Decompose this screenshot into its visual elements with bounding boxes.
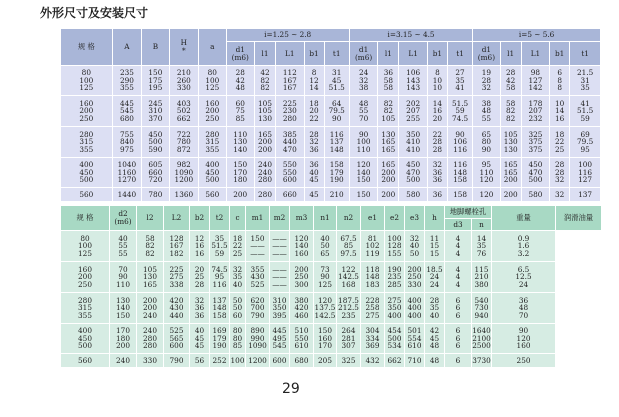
table-cell: 36 40 45: [304, 158, 324, 188]
table-cell: 8 10 10: [427, 66, 447, 96]
table-cell: 380 420 460: [290, 293, 314, 324]
table-cell: 115 210 380: [472, 262, 492, 293]
table-cell: 6.5 12.5 24: [492, 262, 556, 293]
table-cell: 600: [270, 354, 290, 368]
table-cell: 6 8 8: [550, 66, 570, 96]
table-cell: 580: [399, 188, 427, 202]
table-cell: 35 51.5 59: [210, 231, 230, 262]
table-cell: 40 55 55: [110, 231, 137, 262]
table-row: [61, 231, 602, 262]
table-cell: 890 990 1090: [246, 324, 270, 354]
table-cell: 385 440 470: [276, 127, 304, 158]
table-cell: 50 50 60: [230, 293, 246, 324]
table-cell: 90 120 160: [492, 324, 556, 354]
table-cell: 128 167 182: [164, 231, 190, 262]
table-cell: 48 55 70: [349, 96, 377, 127]
table-cell: 170 180 200: [110, 324, 137, 354]
table-cell: 1200: [246, 354, 270, 368]
table-cell: 82 82 105: [378, 96, 399, 127]
table-cell: 4 4 4: [445, 231, 472, 262]
t1-header-h: H *: [169, 29, 199, 66]
table-cell: 36: [427, 188, 447, 202]
table-cell: 280 315 355: [199, 127, 226, 158]
t1-subheader: d1 (m6): [349, 42, 377, 66]
table-cell: 660: [276, 188, 304, 202]
table-cell: 160 200 250: [61, 96, 113, 127]
table-cell: 280 315 355: [61, 127, 113, 158]
table-row: [61, 324, 602, 354]
table-cell: 112 167 167: [276, 66, 304, 96]
table-cell: 14 16 20: [427, 96, 447, 127]
table-cell: 710: [405, 354, 425, 368]
table-cell: 80 100 125: [61, 231, 110, 262]
table-cell: 40 50 65: [314, 231, 337, 262]
table-cell: 228 258 275: [361, 293, 385, 324]
table-cell: 24 32 38: [349, 66, 377, 96]
table-cell: 8 12 14: [304, 66, 324, 96]
table-cell: 3730: [472, 354, 492, 368]
t2-header-n2: n2: [337, 206, 361, 231]
table-cell: 58 82 82: [500, 96, 521, 127]
table-cell: 210 260 330: [169, 66, 199, 96]
table-cell: 445 495 545: [270, 324, 290, 354]
t1-subheader: d1 (m6): [473, 42, 500, 66]
table-cell: 225 275 338: [164, 262, 190, 293]
table-cell: 400 450 500: [61, 158, 113, 188]
table-cell: 56: [190, 354, 210, 368]
table-cell: 982 1090 1200: [169, 158, 199, 188]
table-cell: 69 79.5 95: [570, 127, 601, 158]
table-cell: 722 780 872: [169, 127, 199, 158]
table-cell: 19 28 32: [473, 66, 500, 96]
table-cell: 116 137 148: [324, 127, 349, 158]
t1-subheader: L1: [521, 42, 549, 66]
t2-header-m2: m2: [270, 206, 290, 231]
table-cell: 205: [314, 354, 337, 368]
table-cell: 73 90 125: [314, 262, 337, 293]
table-cell: 21.5 31 35: [570, 66, 601, 96]
table-cell: 150: [349, 188, 377, 202]
table-cell: 501 554 610: [405, 324, 425, 354]
table-cell: 130 165 165: [378, 127, 399, 158]
table-cell: 200: [226, 188, 254, 202]
table-row: [61, 158, 601, 188]
table-cell: 200: [378, 188, 399, 202]
t2-header-d2: d2 (m6): [110, 206, 137, 231]
table-cell: 28 42 48: [226, 66, 254, 96]
table-cell: 304 334 369: [361, 324, 385, 354]
table-cell: 150 160 170: [314, 324, 337, 354]
table-cell: 540 730 940: [472, 293, 492, 324]
table-cell: 400 450 500: [61, 324, 110, 354]
table-cell: 45: [304, 188, 324, 202]
table-cell: 190 235 285: [385, 262, 405, 293]
table-cell: 36 48 70: [492, 293, 556, 324]
table-cell: 64 79.5 90: [324, 96, 349, 127]
table-cell: 28 28 32: [550, 158, 570, 188]
table-cell: 67.5 85 97.5: [337, 231, 361, 262]
table-cell: 14 35 76: [472, 231, 492, 262]
table-cell: 105 105 130: [254, 96, 275, 127]
table-cell: 225 230 280: [276, 96, 304, 127]
table-cell: 165 200 200: [254, 127, 275, 158]
t2-header-spec: 规 格: [61, 206, 110, 231]
table-cell: 65 80 90: [473, 127, 500, 158]
t1-header-a-upper: A: [112, 29, 142, 66]
t2-header-e1: e1: [361, 206, 385, 231]
table-cell: 403 502 662: [169, 96, 199, 127]
table-cell: 245 310 370: [142, 96, 169, 127]
table-cell: 620 700 790: [246, 293, 270, 324]
table-cell: 325: [337, 354, 361, 368]
table-cell: 165 165 200: [500, 158, 521, 188]
t1-subheader: b1: [304, 42, 324, 66]
table-cell: 18 22 25: [550, 127, 570, 158]
table-cell: 310 350 395: [270, 293, 290, 324]
table-cell: 264 281 307: [337, 324, 361, 354]
table-cell: 432: [361, 354, 385, 368]
table-cell: 1640 2100 2500: [472, 324, 492, 354]
table-cell: 100 116 127: [570, 158, 601, 188]
table-cell: 755 840 975: [112, 127, 142, 158]
t1-subheader: L1: [399, 42, 427, 66]
table-cell: 280 315 355: [61, 293, 110, 324]
table-cell: 118 148 183: [361, 262, 385, 293]
table-cell: 200 250 300: [290, 262, 314, 293]
table-cell: 550 550 600: [276, 158, 304, 188]
table-cell: 28 32 36: [304, 127, 324, 158]
table-cell: 240: [110, 354, 137, 368]
table-cell: 350 410 410: [399, 127, 427, 158]
table-cell: 105 130 130: [500, 127, 521, 158]
t1-subheader: b1: [427, 42, 447, 66]
table-cell: 130 140 150: [110, 293, 137, 324]
dimensions-table-2: [60, 205, 602, 368]
table-cell: 450 470 500: [521, 158, 549, 188]
table-cell: 169 179 190: [210, 324, 230, 354]
table-cell: 6 6 6: [445, 293, 472, 324]
table-cell: 560: [61, 188, 113, 202]
table-cell: 200 250 330: [405, 262, 425, 293]
table-cell: 790: [164, 354, 190, 368]
t2-header-bolt-holes: 地脚螺栓孔: [445, 206, 492, 219]
t2-header-h: h: [425, 206, 445, 231]
t2-header-e2: e2: [385, 206, 405, 231]
table-cell: 32 36 36: [427, 158, 447, 188]
table-cell: 10 14 16: [550, 96, 570, 127]
table-cell: 38 48 55: [473, 96, 500, 127]
table-cell: 1360: [169, 188, 199, 202]
table-cell: 560: [61, 354, 110, 368]
table-cell: 80 100 125: [61, 66, 113, 96]
table-cell: 137 148 158: [210, 293, 230, 324]
table-cell: 280: [254, 188, 275, 202]
table-cell: 160 200 250: [61, 262, 110, 293]
table-cell: 51.5 59 74.5: [447, 96, 472, 127]
table-cell: 240 280 280: [137, 324, 164, 354]
table-cell: 12 16 16: [190, 231, 210, 262]
t2-header-oil: 润滑油量: [556, 206, 602, 231]
table-cell: 420 430 440: [164, 293, 190, 324]
table-cell: 200: [500, 188, 521, 202]
table-cell: 20 25 28: [190, 262, 210, 293]
table-cell: 74.5 95 116: [210, 262, 230, 293]
t2-header-m1: m1: [246, 206, 270, 231]
t1-subheader: t1: [324, 42, 349, 66]
table-cell: 42 45 48: [425, 324, 445, 354]
table-cell: 32 40 50: [405, 231, 425, 262]
table-cell: —— —— ——: [270, 262, 290, 293]
table-cell: 41 51.5 59: [570, 96, 601, 127]
table-row: [61, 262, 602, 293]
table-cell: 250: [492, 354, 556, 368]
t2-header-e3: e3: [405, 206, 425, 231]
table-cell: 106 143 143: [399, 66, 427, 96]
table-cell: 355 430 525: [246, 262, 270, 293]
table-cell: 200 200 240: [137, 293, 164, 324]
t1-subheader: b1: [550, 42, 570, 66]
table-cell: 122 142.5 168: [337, 262, 361, 293]
table-cell: 22 28 28: [427, 127, 447, 158]
t1-header-a: a: [199, 29, 226, 66]
t2-header-n1: n1: [314, 206, 337, 231]
table-cell: 27 35 41: [447, 66, 472, 96]
table-cell: 120 137.5 142.5: [314, 293, 337, 324]
t2-header-m3: m3: [290, 206, 314, 231]
t2-header-L2: L2: [164, 206, 190, 231]
table-cell: 40 45 45: [190, 324, 210, 354]
table-cell: 158 179 190: [324, 158, 349, 188]
table-cell: 98 127 142: [521, 66, 549, 96]
table-cell: 120: [473, 188, 500, 202]
table-cell: 325 375 375: [521, 127, 549, 158]
section-title: 外形尺寸及安装尺寸: [40, 6, 149, 20]
table-cell: 330: [137, 354, 164, 368]
table-cell: 235 290 355: [112, 66, 142, 96]
table-cell: 32 36 36: [190, 293, 210, 324]
table-cell: 187.5 212.5 235: [337, 293, 361, 324]
table-row: [61, 293, 602, 324]
table-row: [61, 188, 601, 202]
table-cell: 0.9 1.6 3.2: [492, 231, 556, 262]
table-cell: 18.5 24 24: [425, 262, 445, 293]
table-cell: 178 207 232: [521, 96, 549, 127]
table-cell: 28 35 40: [425, 293, 445, 324]
table-cell: 100: [230, 354, 246, 368]
table-cell: 662: [385, 354, 405, 368]
table-cell: 6: [445, 354, 472, 368]
t2-header-l2: l2: [137, 206, 164, 231]
table-cell: 445 545 680: [112, 96, 142, 127]
table-row: [61, 66, 601, 96]
table-cell: 165 200 200: [378, 158, 399, 188]
t1-group-1: i=1.25 ~ 2.8: [226, 29, 349, 42]
table-cell: 202 207 255: [399, 96, 427, 127]
table-cell: 210: [324, 188, 349, 202]
page-number: 29: [282, 381, 300, 397]
t1-group-3: i=5 ~ 5.6: [473, 29, 601, 42]
table-cell: 605 660 720: [142, 158, 169, 188]
table-cell: 450 500 590: [142, 127, 169, 158]
table-cell: 400 450 500: [199, 158, 226, 188]
t1-subheader: d1 (m6): [226, 42, 254, 66]
table-cell: 450 470 500: [399, 158, 427, 188]
t2-header-c: c: [230, 206, 246, 231]
table-cell: 120 140 160: [290, 231, 314, 262]
table-cell: 120 140 150: [349, 158, 377, 188]
table-cell: 18 22 25: [230, 231, 246, 262]
table-cell: 4 4 4: [445, 262, 472, 293]
table-cell: —— —— ——: [270, 231, 290, 262]
table-cell: 525 565 600: [164, 324, 190, 354]
table-cell: 42 82 82: [254, 66, 275, 96]
table-cell: 454 500 534: [385, 324, 405, 354]
table-cell: 48: [425, 354, 445, 368]
dimensions-table-1: [60, 28, 601, 202]
table-row: [61, 354, 602, 368]
table-cell: 275 350 400: [385, 293, 405, 324]
table-cell: 150 —— ——: [246, 231, 270, 262]
table-cell: 6 6 6: [445, 324, 472, 354]
table-row: [61, 96, 601, 127]
table-cell: 400 400 400: [405, 293, 425, 324]
table-cell: 160 200 250: [199, 96, 226, 127]
table-cell: 32 35 40: [230, 262, 246, 293]
table-cell: 81 102 119: [361, 231, 385, 262]
table-cell: 1040 1160 1270: [112, 158, 142, 188]
table-cell: 32: [550, 188, 570, 202]
table-cell: 580: [521, 188, 549, 202]
table-cell: 158: [447, 188, 472, 202]
t1-header-spec: 规 格: [61, 29, 113, 66]
table-cell: 58 82 82: [137, 231, 164, 262]
table-cell: 560: [199, 188, 226, 202]
table-cell: 105 130 165: [137, 262, 164, 293]
table-cell: 80 100 125: [199, 66, 226, 96]
t1-subheader: l1: [500, 42, 521, 66]
table-cell: 680: [290, 354, 314, 368]
table-cell: 36 58 58: [378, 66, 399, 96]
table-cell: 510 550 610: [290, 324, 314, 354]
table-cell: 11 15 15: [425, 231, 445, 262]
table-cell: 60 75 85: [226, 96, 254, 127]
table-cell: 150 170 180: [226, 158, 254, 188]
t2-header-n: n: [472, 219, 492, 231]
table-cell: 28 42 58: [500, 66, 521, 96]
table-cell: 116 148 158: [447, 158, 472, 188]
table-cell: 240 240 280: [254, 158, 275, 188]
t2-header-t2: t2: [210, 206, 230, 231]
table-cell: 18 20 22: [304, 96, 324, 127]
t1-subheader: l1: [254, 42, 275, 66]
table-cell: 70 90 110: [110, 262, 137, 293]
t1-subheader: L1: [276, 42, 304, 66]
t1-subheader: t1: [447, 42, 472, 66]
table-cell: 1440: [112, 188, 142, 202]
table-cell: 31 45 51.5: [324, 66, 349, 96]
table-cell: 95 110 120: [473, 158, 500, 188]
table-cell: 90 100 110: [349, 127, 377, 158]
table-row: [61, 127, 601, 158]
t1-group-2: i=3.15 ~ 4.5: [349, 29, 472, 42]
t1-subheader: l1: [378, 42, 399, 66]
t2-header-d3: d3: [445, 219, 472, 231]
table-cell: 137: [570, 188, 601, 202]
table-cell: 150 175 195: [142, 66, 169, 96]
table-cell: 80 80 85: [230, 324, 246, 354]
table-cell: 110 130 140: [226, 127, 254, 158]
table-cell: 100 128 155: [385, 231, 405, 262]
table-cell: 90 106 116: [447, 127, 472, 158]
t1-subheader: t1: [570, 42, 601, 66]
table-cell: 252: [210, 354, 230, 368]
table-cell: 780: [142, 188, 169, 202]
t1-header-b: B: [142, 29, 169, 66]
t2-header-b2: b2: [190, 206, 210, 231]
t2-header-weight: 重量: [492, 206, 556, 231]
